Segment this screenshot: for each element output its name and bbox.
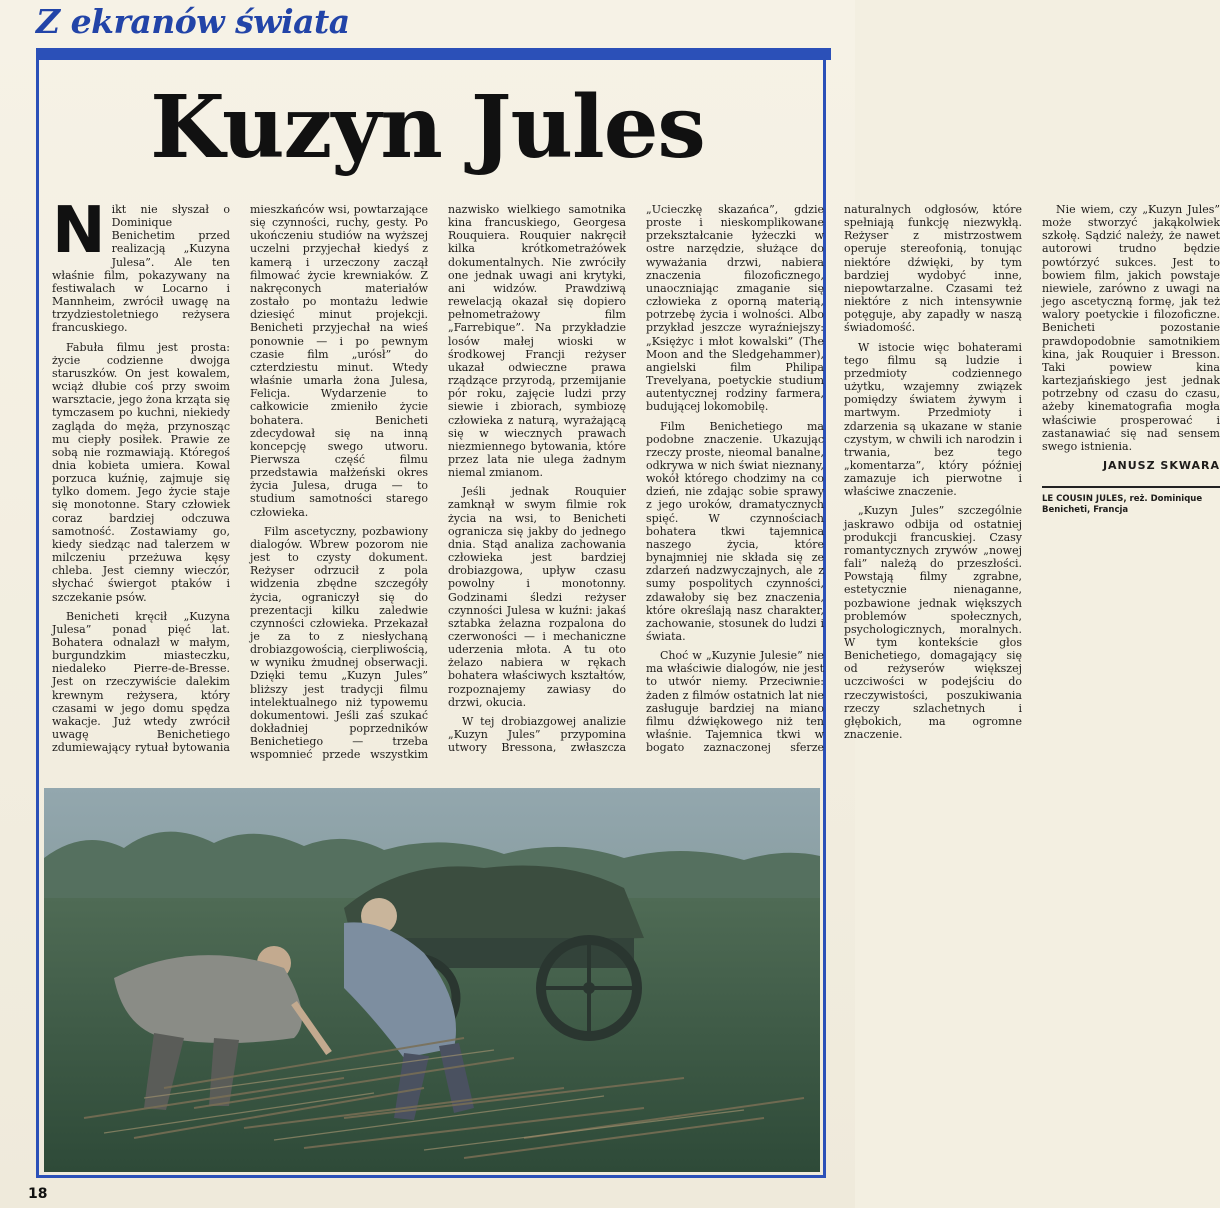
author-signature: JANUSZ SKWARA	[1102, 458, 1220, 472]
film-still-photo	[44, 788, 820, 1172]
drop-cap: N	[52, 194, 106, 268]
article-paragraph: Fabuła filmu jest prosta: życie codzienne dwojga staruszków. On jest kowalem, wciąż dłubie coś przy swoim warsztacie, jego żona krząta się tymczasem po kuchni, niekiedy zagląda do męża, przynosząc mu ciepły posiłek. Prawie ze sobą nie rozmawiają. Któregoś dnia kobieta umiera. Kowal porzuca kuźnię, zajmuje się tylko domem. Jego życie staje się monotonne. Stary człowiek coraz bardziej odczuwa samotność. Zostawiamy go, kiedy siedząc nad talerzem w milczeniu przeżuwa kęsy chleba. Jest ciemny wieczór, słychać świergot ptaków i szczekanie psów.	[52, 340, 230, 604]
section-title: Z ekranów świata	[36, 2, 350, 41]
credit-rule	[1042, 486, 1220, 488]
article-paragraph: W istocie więc bohaterami tego filmu są ludzie i przedmioty codziennego użytku, wzajemny związek pomiędzy światem żywym i martwym. Przedmioty i zdarzenia są ukazane w stanie czystym, w chwili ich narodzin i trwania, bez tego „komentarza”, który później zamazuje ich pierwotne i właściwe znaczenie.	[844, 340, 1022, 499]
article-paragraph: Choć w „Kuzynie Julesie” nie ma właściwie dialogów, nie jest to utwór niemy. Przeciwnie: żaden z filmów ostatnich lat nie zasługuje bardziej na miano filmu dźwiękowego niż ten właśnie. Tajemnica tkwi w bogato zaznaczonej sferze naturalnych odgłosów, które spełniają funkcję niezwykłą. Reżyser z mistrzostwem operuje stereofonią, tonując niektóre dźwięki, by tym bardziej wydobyć inne, niepowtarzalne. Czasami też niektóre z nich intensywnie potęguje, aby zapadły w naszą świadomość.	[646, 203, 1022, 755]
article-paragraph: Jeśli jednak Rouquier zamknął w swym filmie rok życia na wsi, to Benicheti ogranicza się jakby do jednego dnia. Stąd analiza zachowania człowieka jest bardziej drobiazgowa, upływ czasu powolny i monotonny. Godzinami śledzi reżyser czynności Julesa w kuźni: jakaś sztabka żelazna rozpalona do czerwoności — i mechaniczne uderzenia młota. A tu oto żelazo nabiera w rękach bohatera właściwych kształtów, rozpoznajemy zawiasy do drzwi, okucia.	[448, 485, 626, 709]
article-body	[52, 194, 1220, 763]
film-credit: LE COUSIN JULES, reż. Dominique Benicheti, Francja	[1042, 494, 1203, 516]
article-paragraph: „Kuzyn Jules” szczególnie jaskrawo odbija od ostatniej produkcji francuskiej. Czasy romantycznych zrywów „nowej fali” należą do przeszłości. Powstają filmy zgrabne, estetycznie nienaganne, pozbawione jednak większych problemów społecznych, psychologicznych, moralnych. W tym kontekście głos Benichetiego, domagający się od reżyserów większej uczciwości w podejściu do rzeczywistości, poszukiwania rzeczy szlachetnych i głębokich, ma ogromne znaczenie.	[844, 504, 1022, 742]
article-paragraph: W tej drobiazgowej analizie „Kuzyn Jules” przypomina utwory Bressona, zwłaszcza „Ucieczkę skazańca”, gdzie proste i nieskomplikowane przekształcanie łyżeczki w ostre narzędzie, służące do wyważania drzwi, nabiera znaczenia filozoficznego, unaoczniając zmaganie się człowieka z oporną materią, potrzebę życia i wolności. Albo przykład jeszcze wyraźniejszy: „Księżyc i młot kowalski” (The Moon and the Sledgehammer), angielski film Philipa Trevelyana, poetyckie studium autentycznej rodziny farmera, budującej lokomobilę.	[448, 203, 824, 755]
page-number: 18	[28, 1186, 48, 1202]
article-paragraph: Nikt nie słyszał o Dominique Benichetim przed realizacją „Kuzyna Julesa”. Ale ten właśnie film, pokazywany na festiwalach w Locarno i Mannheim, zwrócił uwagę na trzydziestoletniego reżysera francuskiego.	[52, 194, 230, 335]
article-paragraph: Film Benichetiego ma podobne znaczenie. Ukazując rzeczy proste, nieomal banalne, odkrywa w nich świat nieznany, wokół którego chodzimy na co dzień, nie zdając sobie sprawy z jego uroków, dramatycznych spięć. W czynnościach bohatera tkwi tajemnica naszego życia, które bynajmniej nie składa się ze zdarzeń nadzwyczajnych, ale z sumy pospolitych czynności, zdawałoby się bez znaczenia, które określają nasz charakter, zachowanie, stosunek do ludzi i świata.	[646, 419, 824, 643]
article-paragraph: Film ascetyczny, pozbawiony dialogów. Wbrew pozorom nie jest to czysty dokument. Reżyser odrzucił z pola widzenia zbędne szczegóły życia, ograniczył się do prezentacji kilku zaledwie czynności człowieka. Przekazał je za to z niesłychaną drobiazgowością, cierpliwością, w wyniku żmudnej obserwacji. Dzięki temu „Kuzyn Jules” bliższy jest tradycji filmu intelektualnego niż typowemu dokumentowi. Jeśli zaś szukać dokładniej poprzedników Benichetiego — trzeba wspomnieć przede wszystkim nazwisko wielkiego samotnika kina francuskiego, Georgesa Rouquiera. Rouquier nakręcił kilka krótkometrażówek dokumentalnych. Nie zwróciły one jednak uwagi ani krytyki, ani widzów. Prawdziwą rewelacją okazał się dopiero pełnometrażowy film „Farrebique”. Na przykładzie losów małej wioski w środkowej Francji reżyser ukazał odwieczne prawa rządzące przyrodą, przemijanie pór roku, zajęcie ludzi przy siewie i zbiorach, symbiozę człowieka z naturą, wyrażającą się w wiecznych prawach niezmiennego bytowania, które przez lata nie ulega żadnym niemal zmianom.	[250, 203, 626, 762]
article-paragraph: Nie wiem, czy „Kuzyn Jules” może stworzyć jakąkolwiek szkołę. Sądzić należy, że nawet autorowi trudno będzie powtórzyć sukces. Jest to bowiem film, jakich powstaje niewiele, zarówno z uwagi na jego ascetyczną formę, jak też walory poetyckie i filozoficzne. Benicheti pozostanie prawdopodobnie samotnikiem kina, jak Rouquier i Bresson. Taki powiew kina kartezjańskiego jest jednak potrzebny od czasu do czasu, ażeby kinematografia mogła właściwie prosperować i zastanawiać się nad sensem swego istnienia.	[1042, 203, 1220, 453]
article-paragraph: Benicheti kręcił „Kuzyna Julesa” ponad pięć lat. Bohatera odnalazł w małym, burgundzkim miasteczku, niedaleko Pierre-de-Bresse. Jest on rzeczywiście dalekim krewnym reżysera, który czasami w jego domu spędza wakacje. Już wtedy zwrócił uwagę Benichetiego zdumiewający rytuał bytowania mieszkańców wsi, powtarzające się czynności, ruchy, gesty. Po ukończeniu studiów na wyższej uczelni przyjechał kiedyś z kamerą i urzeczony zaczął filmować życie krewniaków. Z nakręconych materiałów zostało po montażu ledwie dziesięć minut projekcji. Benicheti przyjechał na wieś ponownie — i po pewnym czasie film „urósł” do czterdziestu minut. Wtedy właśnie umarła żona Julesa, Felicja. Wydarzenie to całkowicie zmieniło życie bohatera. Benicheti zdecydował się na inną koncepcję swego utworu. Pierwsza część filmu przedstawia małżeński okres życia Julesa, druga — to studium samotności starego człowieka.	[52, 203, 428, 755]
film-still-illustration	[44, 788, 820, 1172]
headline: Kuzyn Jules	[150, 77, 705, 178]
